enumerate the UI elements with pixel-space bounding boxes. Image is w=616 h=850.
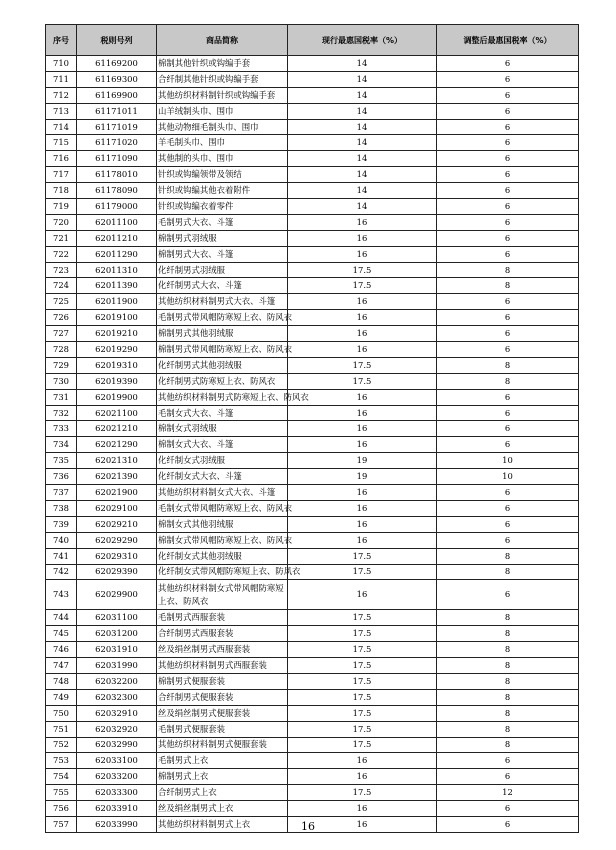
table-row	[46, 469, 579, 485]
cell-code: 62029210	[77, 516, 157, 532]
cell-seq: 757	[46, 816, 77, 832]
cell-adjusted-rate: 6	[437, 183, 579, 199]
cell-adjusted-rate: 6	[437, 389, 579, 405]
table-row	[46, 373, 579, 389]
cell-current-rate: 16	[288, 421, 437, 437]
table-row	[46, 737, 579, 753]
cell-name: 棉制其他针织或钩编手套	[157, 56, 288, 72]
cell-adjusted-rate: 6	[437, 421, 579, 437]
cell-seq: 740	[46, 532, 77, 548]
cell-seq: 719	[46, 199, 77, 215]
cell-code: 62029390	[77, 564, 157, 580]
table-row	[46, 103, 579, 119]
cell-seq: 748	[46, 673, 77, 689]
cell-current-rate: 17.5	[288, 737, 437, 753]
cell-current-rate: 19	[288, 469, 437, 485]
cell-code: 62021900	[77, 485, 157, 501]
cell-code: 62032990	[77, 737, 157, 753]
cell-name: 针织或钩编领带及领结	[157, 167, 288, 183]
cell-seq: 743	[46, 580, 77, 610]
page-number: 16	[301, 820, 315, 833]
cell-seq: 731	[46, 389, 77, 405]
cell-seq: 721	[46, 230, 77, 246]
cell-seq: 737	[46, 485, 77, 501]
cell-seq: 732	[46, 405, 77, 421]
cell-adjusted-rate: 6	[437, 437, 579, 453]
cell-current-rate: 14	[288, 71, 437, 87]
table-row	[46, 87, 579, 103]
cell-name: 毛制男式带风帽防寒短上衣、防风衣	[157, 310, 288, 326]
cell-current-rate: 16	[288, 753, 437, 769]
cell-code: 62011900	[77, 294, 157, 310]
cell-name: 棉制男式便服套装	[157, 673, 288, 689]
cell-name: 棉制男式大衣、斗篷	[157, 246, 288, 262]
cell-seq: 722	[46, 246, 77, 262]
table-row	[46, 453, 579, 469]
cell-name: 化纤制男式防寒短上衣、防风衣	[157, 373, 288, 389]
table-row	[46, 580, 579, 610]
cell-seq: 736	[46, 469, 77, 485]
cell-code: 62019100	[77, 310, 157, 326]
cell-code: 62021290	[77, 437, 157, 453]
cell-seq: 738	[46, 500, 77, 516]
table-row	[46, 642, 579, 658]
cell-current-rate: 17.5	[288, 278, 437, 294]
cell-code: 62032300	[77, 689, 157, 705]
cell-current-rate: 16	[288, 246, 437, 262]
cell-code: 61171019	[77, 119, 157, 135]
cell-seq: 755	[46, 785, 77, 801]
cell-code: 61169900	[77, 87, 157, 103]
cell-current-rate: 14	[288, 103, 437, 119]
cell-code: 61171020	[77, 135, 157, 151]
cell-adjusted-rate: 6	[437, 769, 579, 785]
cell-name: 化纤制男式大衣、斗篷	[157, 278, 288, 294]
cell-name: 丝及绢丝制男式西服套装	[157, 642, 288, 658]
table-row	[46, 801, 579, 817]
cell-current-rate: 17.5	[288, 564, 437, 580]
cell-adjusted-rate: 6	[437, 516, 579, 532]
cell-adjusted-rate: 6	[437, 230, 579, 246]
cell-code: 62033200	[77, 769, 157, 785]
cell-seq: 745	[46, 626, 77, 642]
cell-adjusted-rate: 6	[437, 405, 579, 421]
cell-seq: 712	[46, 87, 77, 103]
cell-code: 62031100	[77, 610, 157, 626]
cell-adjusted-rate: 8	[437, 689, 579, 705]
cell-current-rate: 16	[288, 230, 437, 246]
cell-code: 62029100	[77, 500, 157, 516]
cell-code: 62011290	[77, 246, 157, 262]
cell-seq: 739	[46, 516, 77, 532]
cell-code: 62011100	[77, 214, 157, 230]
cell-code: 62019290	[77, 342, 157, 358]
cell-name: 其他纺织材料制女式大衣、斗篷	[157, 485, 288, 501]
cell-current-rate: 17.5	[288, 785, 437, 801]
header-name: 商品简称	[157, 25, 288, 56]
cell-code: 62021100	[77, 405, 157, 421]
cell-current-rate: 16	[288, 437, 437, 453]
table-row	[46, 262, 579, 278]
cell-seq: 728	[46, 342, 77, 358]
cell-current-rate: 16	[288, 310, 437, 326]
cell-name: 棉制男式其他羽绒服	[157, 326, 288, 342]
cell-seq: 714	[46, 119, 77, 135]
cell-seq: 729	[46, 357, 77, 373]
table-row	[46, 785, 579, 801]
cell-current-rate: 14	[288, 56, 437, 72]
cell-name: 针织或钩编衣着零件	[157, 199, 288, 215]
cell-name: 其他制的头巾、围巾	[157, 151, 288, 167]
cell-adjusted-rate: 8	[437, 373, 579, 389]
header-current-rate: 现行最惠国税率（%）	[288, 25, 437, 56]
table-row	[46, 626, 579, 642]
cell-adjusted-rate: 6	[437, 214, 579, 230]
cell-name: 其他纺织材料制男式防寒短上衣、防风衣	[157, 389, 288, 405]
cell-current-rate: 16	[288, 532, 437, 548]
cell-seq: 717	[46, 167, 77, 183]
cell-current-rate: 17.5	[288, 721, 437, 737]
cell-code: 61169300	[77, 71, 157, 87]
cell-adjusted-rate: 6	[437, 801, 579, 817]
table-row	[46, 485, 579, 501]
cell-seq: 747	[46, 658, 77, 674]
cell-name: 化纤制男式其他羽绒服	[157, 357, 288, 373]
cell-seq: 711	[46, 71, 77, 87]
table-row	[46, 214, 579, 230]
cell-code: 62011210	[77, 230, 157, 246]
table-row	[46, 548, 579, 564]
header-seq: 序号	[46, 25, 77, 56]
cell-name: 山羊绒制头巾、围巾	[157, 103, 288, 119]
tariff-table	[45, 24, 579, 833]
cell-seq: 724	[46, 278, 77, 294]
cell-adjusted-rate: 6	[437, 342, 579, 358]
cell-current-rate: 17.5	[288, 610, 437, 626]
cell-name: 化纤制男式羽绒服	[157, 262, 288, 278]
table-row	[46, 658, 579, 674]
cell-adjusted-rate: 6	[437, 135, 579, 151]
cell-current-rate: 19	[288, 453, 437, 469]
cell-current-rate: 17.5	[288, 626, 437, 642]
cell-name: 其他纺织材料制针织或钩编手套	[157, 87, 288, 103]
cell-seq: 720	[46, 214, 77, 230]
cell-code: 62021210	[77, 421, 157, 437]
table-row	[46, 516, 579, 532]
cell-seq: 723	[46, 262, 77, 278]
cell-current-rate: 14	[288, 135, 437, 151]
cell-current-rate: 14	[288, 183, 437, 199]
cell-code: 61169200	[77, 56, 157, 72]
cell-adjusted-rate: 6	[437, 816, 579, 832]
cell-adjusted-rate: 6	[437, 326, 579, 342]
cell-code: 62033910	[77, 801, 157, 817]
cell-adjusted-rate: 6	[437, 167, 579, 183]
cell-code: 62029290	[77, 532, 157, 548]
cell-adjusted-rate: 8	[437, 705, 579, 721]
table-row	[46, 310, 579, 326]
cell-adjusted-rate: 6	[437, 500, 579, 516]
cell-adjusted-rate: 6	[437, 310, 579, 326]
table-row	[46, 199, 579, 215]
cell-code: 62032920	[77, 721, 157, 737]
cell-code: 62033990	[77, 816, 157, 832]
cell-code: 62019310	[77, 357, 157, 373]
cell-code: 62033300	[77, 785, 157, 801]
cell-current-rate: 17.5	[288, 673, 437, 689]
cell-code: 62011390	[77, 278, 157, 294]
cell-seq: 735	[46, 453, 77, 469]
table-row	[46, 56, 579, 72]
cell-seq: 725	[46, 294, 77, 310]
cell-code: 62021310	[77, 453, 157, 469]
cell-current-rate: 16	[288, 405, 437, 421]
table-row	[46, 151, 579, 167]
cell-code: 61179000	[77, 199, 157, 215]
cell-code: 62019390	[77, 373, 157, 389]
table-row	[46, 278, 579, 294]
cell-current-rate: 14	[288, 167, 437, 183]
cell-adjusted-rate: 8	[437, 642, 579, 658]
table-row	[46, 389, 579, 405]
cell-seq: 734	[46, 437, 77, 453]
cell-name: 其他纺织材料制男式便服套装	[157, 737, 288, 753]
table-row	[46, 769, 579, 785]
table-row	[46, 500, 579, 516]
cell-current-rate: 17.5	[288, 689, 437, 705]
cell-name: 棉制女式其他羽绒服	[157, 516, 288, 532]
cell-seq: 754	[46, 769, 77, 785]
cell-code: 62031990	[77, 658, 157, 674]
cell-name: 其他纺织材料制女式带风帽防寒短上衣、防风衣	[157, 580, 288, 610]
cell-code: 62019210	[77, 326, 157, 342]
cell-seq: 710	[46, 56, 77, 72]
cell-code: 62031910	[77, 642, 157, 658]
cell-current-rate: 14	[288, 87, 437, 103]
cell-name: 棉制女式羽绒服	[157, 421, 288, 437]
cell-adjusted-rate: 6	[437, 103, 579, 119]
cell-seq: 718	[46, 183, 77, 199]
cell-adjusted-rate: 6	[437, 71, 579, 87]
table-row	[46, 342, 579, 358]
cell-current-rate: 17.5	[288, 658, 437, 674]
header-code: 税则号列	[77, 25, 157, 56]
cell-name: 毛制男式西服套装	[157, 610, 288, 626]
table-row	[46, 437, 579, 453]
cell-adjusted-rate: 6	[437, 87, 579, 103]
cell-seq: 733	[46, 421, 77, 437]
cell-code: 62033100	[77, 753, 157, 769]
cell-adjusted-rate: 6	[437, 532, 579, 548]
cell-name: 棉制女式大衣、斗篷	[157, 437, 288, 453]
cell-code: 61171011	[77, 103, 157, 119]
cell-name: 合纤制其他针织或钩编手套	[157, 71, 288, 87]
cell-current-rate: 14	[288, 119, 437, 135]
table-row	[46, 405, 579, 421]
cell-current-rate: 16	[288, 326, 437, 342]
cell-name: 其他纺织材料制男式大衣、斗篷	[157, 294, 288, 310]
cell-seq: 751	[46, 721, 77, 737]
table-row	[46, 135, 579, 151]
cell-code: 62029310	[77, 548, 157, 564]
cell-seq: 715	[46, 135, 77, 151]
cell-adjusted-rate: 8	[437, 673, 579, 689]
table-body	[46, 56, 579, 833]
cell-adjusted-rate: 8	[437, 262, 579, 278]
cell-current-rate: 16	[288, 801, 437, 817]
cell-name: 毛制男式便服套装	[157, 721, 288, 737]
table-row	[46, 705, 579, 721]
cell-code: 62011310	[77, 262, 157, 278]
cell-seq: 726	[46, 310, 77, 326]
cell-seq: 744	[46, 610, 77, 626]
table-row	[46, 326, 579, 342]
cell-current-rate: 16	[288, 485, 437, 501]
cell-code: 62029900	[77, 580, 157, 610]
cell-code: 62032910	[77, 705, 157, 721]
cell-seq: 750	[46, 705, 77, 721]
cell-current-rate: 17.5	[288, 262, 437, 278]
cell-adjusted-rate: 6	[437, 199, 579, 215]
cell-name: 合纤制男式上衣	[157, 785, 288, 801]
cell-name: 化纤制女式羽绒服	[157, 453, 288, 469]
cell-name: 化纤制女式带风帽防寒短上衣、防风衣	[157, 564, 288, 580]
cell-current-rate: 16	[288, 580, 437, 610]
table-row	[46, 357, 579, 373]
cell-code: 61178090	[77, 183, 157, 199]
table-row	[46, 564, 579, 580]
table-row	[46, 71, 579, 87]
cell-name: 棉制男式羽绒服	[157, 230, 288, 246]
cell-name: 针织或钩编其他衣着附件	[157, 183, 288, 199]
table-row	[46, 294, 579, 310]
table-row	[46, 230, 579, 246]
cell-seq: 716	[46, 151, 77, 167]
cell-current-rate: 16	[288, 294, 437, 310]
table-row	[46, 610, 579, 626]
cell-name: 毛制女式带风帽防寒短上衣、防风衣	[157, 500, 288, 516]
cell-adjusted-rate: 6	[437, 580, 579, 610]
cell-name: 毛制男式大衣、斗篷	[157, 214, 288, 230]
cell-name: 丝及绢丝制男式上衣	[157, 801, 288, 817]
cell-adjusted-rate: 8	[437, 658, 579, 674]
cell-seq: 741	[46, 548, 77, 564]
cell-name: 丝及绢丝制男式便服套装	[157, 705, 288, 721]
cell-name: 化纤制女式大衣、斗篷	[157, 469, 288, 485]
table-row	[46, 532, 579, 548]
cell-name: 棉制男式上衣	[157, 769, 288, 785]
cell-current-rate: 16	[288, 342, 437, 358]
cell-adjusted-rate: 8	[437, 278, 579, 294]
cell-current-rate: 16	[288, 214, 437, 230]
cell-current-rate: 14	[288, 199, 437, 215]
table-row	[46, 246, 579, 262]
cell-name: 棉制男式带风帽防寒短上衣、防风衣	[157, 342, 288, 358]
table-row	[46, 421, 579, 437]
cell-seq: 753	[46, 753, 77, 769]
cell-adjusted-rate: 12	[437, 785, 579, 801]
header-adjusted-rate: 调整后最惠国税率（%）	[437, 25, 579, 56]
table-row	[46, 721, 579, 737]
cell-code: 61178010	[77, 167, 157, 183]
cell-adjusted-rate: 8	[437, 564, 579, 580]
cell-adjusted-rate: 8	[437, 737, 579, 753]
cell-seq: 730	[46, 373, 77, 389]
cell-adjusted-rate: 8	[437, 548, 579, 564]
cell-code: 62032200	[77, 673, 157, 689]
cell-name: 其他纺织材料制男式西服套装	[157, 658, 288, 674]
cell-current-rate: 17.5	[288, 642, 437, 658]
cell-adjusted-rate: 6	[437, 294, 579, 310]
cell-seq: 749	[46, 689, 77, 705]
table-row	[46, 753, 579, 769]
cell-name: 毛制女式大衣、斗篷	[157, 405, 288, 421]
cell-current-rate: 17.5	[288, 357, 437, 373]
cell-code: 61171090	[77, 151, 157, 167]
cell-current-rate: 16	[288, 816, 437, 832]
cell-name: 羊毛制头巾、围巾	[157, 135, 288, 151]
cell-name: 其他动物细毛制头巾、围巾	[157, 119, 288, 135]
cell-adjusted-rate: 6	[437, 485, 579, 501]
cell-name: 其他纺织材料制男式上衣	[157, 816, 288, 832]
cell-adjusted-rate: 10	[437, 469, 579, 485]
cell-adjusted-rate: 6	[437, 151, 579, 167]
cell-name: 合纤制男式便服套装	[157, 689, 288, 705]
cell-code: 62021390	[77, 469, 157, 485]
cell-current-rate: 14	[288, 151, 437, 167]
cell-current-rate: 16	[288, 500, 437, 516]
cell-code: 62019900	[77, 389, 157, 405]
table-row	[46, 119, 579, 135]
cell-current-rate: 17.5	[288, 373, 437, 389]
table-row	[46, 183, 579, 199]
cell-adjusted-rate: 8	[437, 721, 579, 737]
cell-seq: 742	[46, 564, 77, 580]
table-row	[46, 167, 579, 183]
cell-name: 合纤制男式西服套装	[157, 626, 288, 642]
cell-seq: 752	[46, 737, 77, 753]
cell-seq: 746	[46, 642, 77, 658]
cell-current-rate: 16	[288, 389, 437, 405]
cell-seq: 713	[46, 103, 77, 119]
cell-adjusted-rate: 6	[437, 246, 579, 262]
cell-adjusted-rate: 8	[437, 610, 579, 626]
table-row	[46, 673, 579, 689]
cell-adjusted-rate: 6	[437, 119, 579, 135]
cell-adjusted-rate: 8	[437, 357, 579, 373]
cell-current-rate: 17.5	[288, 705, 437, 721]
cell-current-rate: 16	[288, 769, 437, 785]
cell-seq: 727	[46, 326, 77, 342]
cell-adjusted-rate: 8	[437, 626, 579, 642]
cell-current-rate: 16	[288, 516, 437, 532]
cell-seq: 756	[46, 801, 77, 817]
cell-code: 62031200	[77, 626, 157, 642]
table-row	[46, 689, 579, 705]
cell-name: 棉制女式带风帽防寒短上衣、防风衣	[157, 532, 288, 548]
cell-adjusted-rate: 6	[437, 56, 579, 72]
cell-adjusted-rate: 10	[437, 453, 579, 469]
cell-adjusted-rate: 6	[437, 753, 579, 769]
cell-current-rate: 17.5	[288, 548, 437, 564]
cell-name: 毛制男式上衣	[157, 753, 288, 769]
cell-name: 化纤制女式其他羽绒服	[157, 548, 288, 564]
table-header-row	[46, 25, 579, 56]
